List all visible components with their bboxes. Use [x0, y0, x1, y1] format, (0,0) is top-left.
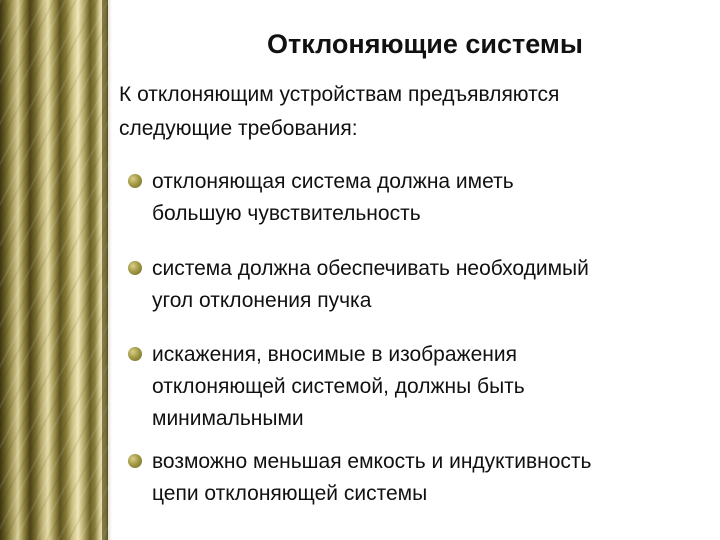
intro-text — [119, 78, 699, 146]
list-item-line-2: отклоняющей системой, должны быть — [152, 375, 525, 398]
bullet-dot-icon — [128, 454, 142, 468]
list-item-text — [152, 253, 698, 317]
list-item-text — [152, 166, 698, 230]
list-item-line-1: система должна обеспечивать необходимый — [152, 257, 589, 280]
list-item-line-1: возможно меньшая емкость и индуктивность — [152, 450, 592, 473]
list-item-line-2: угол отклонения пучка — [152, 289, 372, 312]
slide-title: Отклоняющие системы — [267, 29, 583, 59]
list-item-line-1: отклоняющая система должна иметь — [152, 170, 514, 193]
list-item-line-3: минимальными — [152, 407, 304, 430]
intro-line-2: следующие требования: — [119, 117, 358, 140]
list-item-line-2: цепи отклоняющей системы — [152, 482, 428, 505]
list-item-line-1: искажения, вносимые в изображения — [152, 343, 517, 366]
intro-line-1: К отклоняющим устройствам предъявляются — [119, 83, 560, 106]
bullet-dot-icon — [128, 174, 142, 188]
list-item-text — [152, 339, 698, 435]
gold-curtain-decoration — [0, 0, 108, 540]
list-item-text — [152, 446, 698, 510]
bullet-dot-icon — [128, 261, 142, 275]
bullet-dot-icon — [128, 347, 142, 361]
list-item-line-2: большую чувствительность — [152, 202, 421, 225]
curtain-shadow-edge — [102, 0, 112, 540]
